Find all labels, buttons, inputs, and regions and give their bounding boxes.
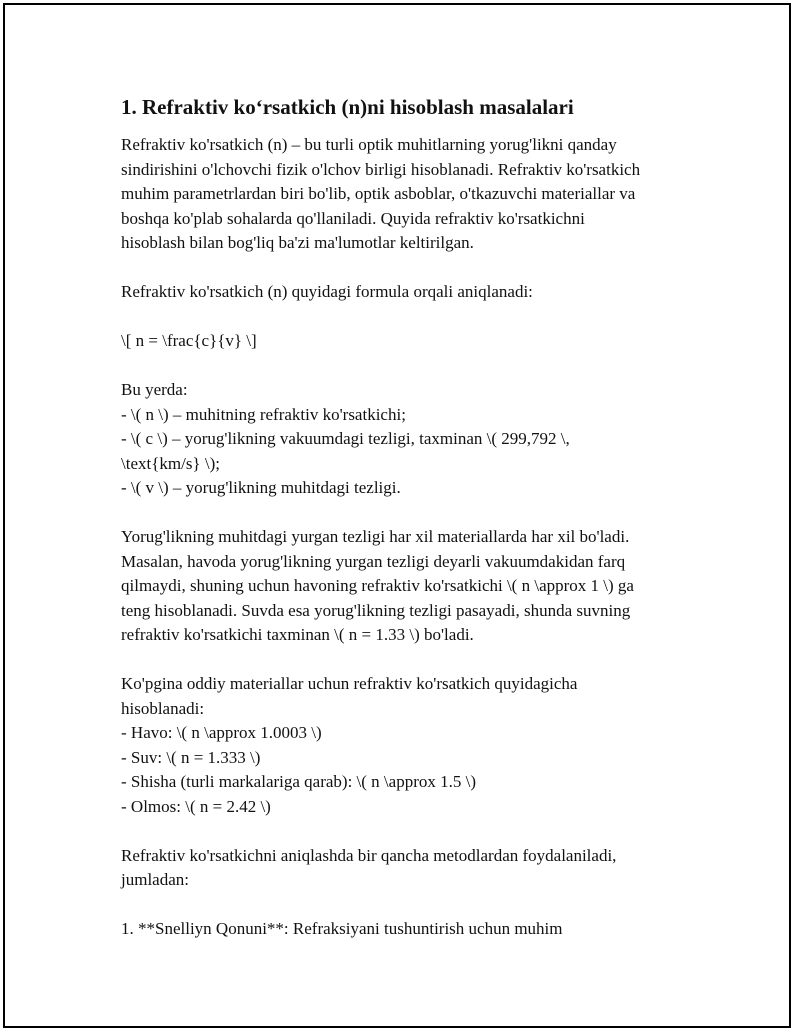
paragraph-materials-list: Ko'pgina oddiy materiallar uchun refraktiv ko'rsatkich quyidagicha hisoblanadi: - Havo: \( n \approx 1.0003 \) - Suv: \( n = 1.333 \) - Shisha (turli markalariga qarab): \( n \approx 1.5 \) - Olmos: \( n = 2.42 \)	[121, 674, 578, 816]
paragraph-formula-intro: Refraktiv ko'rsatkich (n) quyidagi formula orqali aniqlanadi:	[121, 282, 533, 301]
document-content	[121, 93, 701, 966]
document-page	[3, 3, 791, 1028]
document-title: 1. Refraktiv ko‘rsatkich (n)ni hisoblash masalalari	[121, 95, 574, 119]
paragraph-formula: \[ n = \frac{c}{v} \]	[121, 331, 257, 350]
paragraph-snell-law: 1. **Snelliyn Qonuni**: Refraksiyani tushuntirish uchun muhim	[121, 919, 563, 938]
paragraph-intro: Refraktiv ko'rsatkich (n) – bu turli optik muhitlarning yorug'likni qanday sindirishini o'lchovchi fizik o'lchov birligi hisoblanadi. Refraktiv ko'rsatkich muhim parametrlardan biri bo'lib, optik asboblar, o'tkazuvchi materiallar va boshqa ko'plab sohalarda qo'llaniladi. Quyida refraktiv ko'rsatkichni hisoblash bilan bog'liq ba'zi ma'lumotlar keltirilgan.	[121, 135, 641, 252]
paragraph-speed-explanation: Yorug'likning muhitdagi yurgan tezligi har xil materiallarda har xil bo'ladi. Masalan, havoda yorug'likning yurgan tezligi deyarli vakuumdakidan farq qilmaydi, shuning uchun havoning refraktiv ko'rsatkichi \( n \approx 1 \) ga teng hisoblanadi. Suvda esa yorug'likning tezligi pasayadi, shunda suvning refraktiv ko'rsatkichi taxminan \( n = 1.33 \) bo'ladi.	[121, 527, 634, 644]
paragraph-methods-intro: Refraktiv ko'rsatkichni aniqlashda bir qancha metodlardan foydalaniladi, jumladan:	[121, 845, 617, 889]
paragraph-definitions: Bu yerda: - \( n \) – muhitning refraktiv ko'rsatkichi; - \( c \) – yorug'likning vakuumdagi tezligi, taxminan \( 299,792 \, \text{km/s} \); - \( v \) – yorug'likning muhitdagi tezligi.	[121, 380, 570, 497]
